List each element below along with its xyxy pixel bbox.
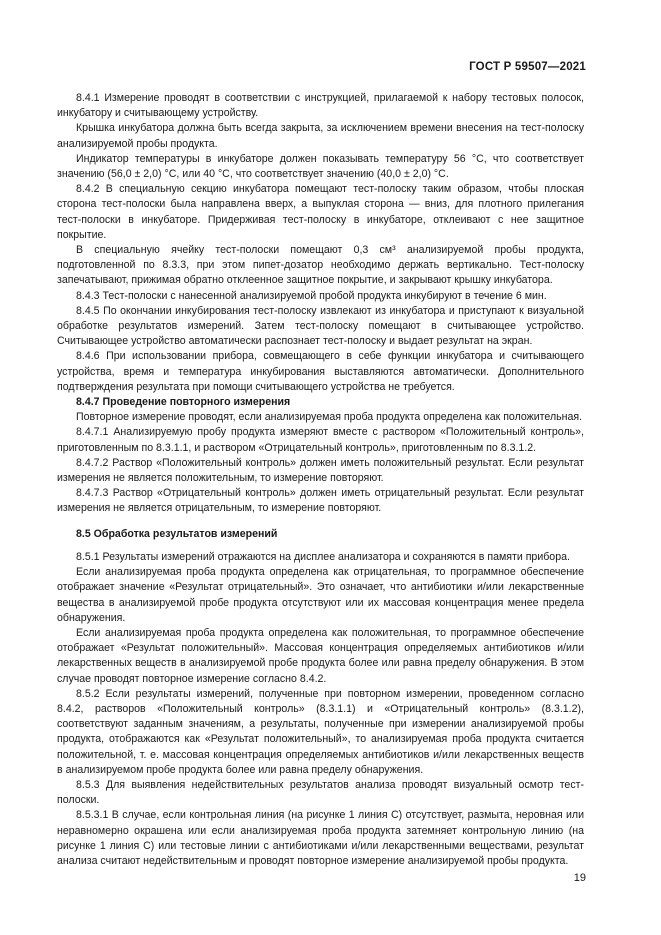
subsection-heading: 8.4.7 Проведение повторного измерения — [76, 396, 291, 409]
paragraph: Индикатор температуры в инкубаторе должен показывать температуру 56 °С, что соответствует значению (56,0 ± 2,0) °С, или 40 °С, что соответствует значению (40,0 ± 2,0) °С. — [57, 152, 584, 181]
paragraph: 8.5.3.1 В случае, если контрольная линия (на рисунке 1 линия С) отсутствует, размыта, неровная или неравномерно окрашена или если анализируемая проба продукта затемняет контрольную линию (на рисунке 1 линия С) или тестовые линии с антибиотиками и/или лекарственными веществами, результат анализа считают недействительным и проводят повторное измерение анализируемой пробы продукта. — [57, 809, 584, 867]
paragraph: Если анализируемая проба продукта определена как отрицательная, то программное обеспечение отображает значение «Результат отрицательный». Это означает, что антибиотики и/или лекарственные вещества в анализируемой пробе продукта отсутствуют или их массовая концентрация менее предела обнаружения. — [57, 566, 584, 624]
paragraph: Повторное измерение проводят, если анализируемая проба продукта определена как положительная. — [76, 411, 583, 424]
paragraph: 8.4.5 По окончании инкубирования тест-полоску извлекают из инкубатора и приступают к визуальной обработке результатов измерений. Затем тест-полоску помещают в считывающее устройство. Считывающее устройство автоматически распознает тест-полоску и выдает результат на экран. — [57, 304, 584, 348]
document-body — [57, 91, 584, 869]
paragraph: 8.4.7.3 Раствор «Отрицательный контроль» должен иметь отрицательный результат. Если результат измерения не является отрицательным, то измерение повторяют. — [57, 487, 584, 515]
paragraph: Крышка инкубатора должна быть всегда закрыта, за исключением времени внесения на тест-полоску анализируемой пробы продукта. — [57, 122, 584, 150]
paragraph: В специальную ячейку тест-полоски помещают 0,3 см³ анализируемой пробы продукта, подготовленной по 8.3.3, при этом пипет-дозатор необходимо держать вертикально. Тест-полоску запечатывают, прижимая обратно отклеенное защитное покрытие, и закрывают крышку инкубатора. — [57, 244, 584, 287]
section-heading: 8.5 Обработка результатов измерений — [76, 527, 278, 540]
paragraph: 8.4.1 Измерение проводят в соответствии с инструкцией, прилагаемой к набору тестовых полосок, инкубатору и считывающему устройству. — [57, 92, 584, 120]
standard-id: ГОСТ Р 59507—2021 — [469, 61, 586, 73]
paragraph: 8.5.2 Если результаты измерений, полученные при повторном измерении, проведенном согласно 8.4.2, растворов «Положительный контроль» (8.3.1.1) и «Отрицательный контроль» (8.3.1.2), соответствуют заданным значениям, а результаты, полученные при измерении анализируемой пробы продукта, отображаются как «Результат положительный», то анализируемая проба продукта считается положительной, т. е. массовая концентрация определяемых антибиотиков и/или лекарственных веществ в анализируемом пробе продукта более или равна пределу обнаружения. — [57, 687, 584, 776]
page-number: 19 — [573, 872, 586, 884]
paragraph: 8.4.7.2 Раствор «Положительный контроль» должен иметь положительный результат. Если результат измерения не является положительным, то измерение повторяют. — [57, 456, 584, 485]
paragraph: 8.4.6 При использовании прибора, совмещающего в себе функции инкубатора и считывающего устройства, время и температура инкубирования выставляются автоматически. Дополнительного подтверждения результата при помощи считывающего устройства не требуется. — [57, 350, 584, 393]
paragraph: Если анализируемая проба продукта определена как положительная, то программное обеспечение отображает «Результат положительный». Массовая концентрация определяемых антибиотиков и/или лекарственных веществ в анализируемой пробе продукта более или равна пределу обнаружения. В этом случае проводят повторное измерение согласно 8.4.2. — [57, 626, 584, 685]
paragraph: 8.5.3 Для выявления недействительных результатов анализа проводят визуальный осмотр тест-полоски. — [57, 778, 584, 807]
paragraph: 8.4.2 В специальную секцию инкубатора помещают тест-полоску таким образом, чтобы плоская сторона тест-полоски была направлена вверх, а выпуклая сторона — вниз, для плотного прилегания тест-полоски в инкубаторе. Придерживая тест-полоску в инкубаторе, отклеивают с нее защитное покрытие. — [57, 183, 584, 241]
paragraph: 8.5.1 Результаты измерений отражаются на дисплее анализатора и сохраняются в памяти прибора. — [76, 550, 570, 563]
paragraph: 8.4.7.1 Анализируемую пробу продукта измеряют вместе с раствором «Положительный контроль», приготовленным по 8.3.1.1, и раствором «Отрицательный контроль», приготовленным по 8.3.1.2. — [57, 426, 584, 454]
paragraph: 8.4.3 Тест-полоски с нанесенной анализируемой пробой продукта инкубируют в течение 6 мин. — [76, 289, 547, 302]
